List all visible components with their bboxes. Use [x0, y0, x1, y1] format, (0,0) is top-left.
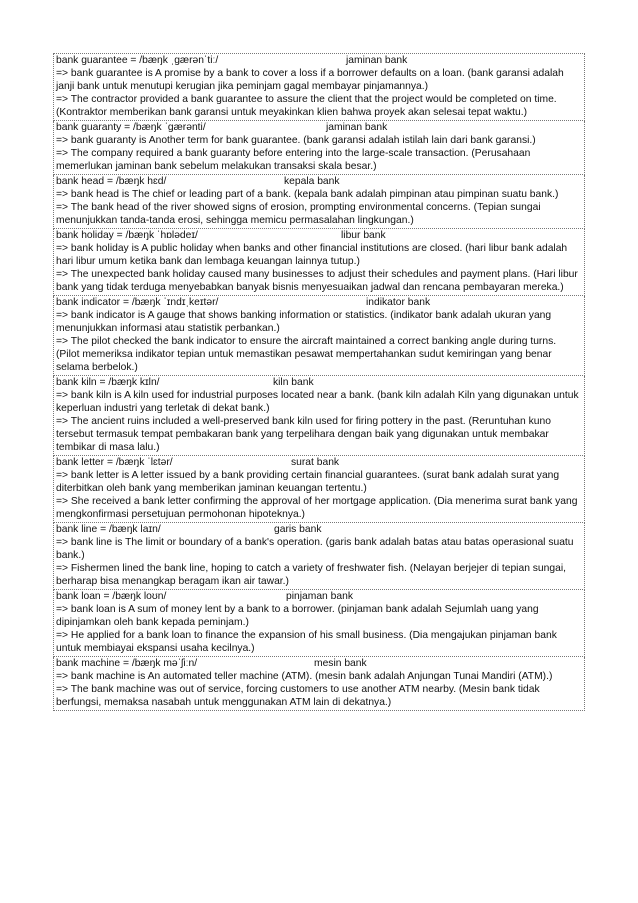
translation: jaminan bank: [346, 55, 408, 66]
definition-text: => bank line is The limit or boundary of a bank's operation. (garis bank adalah batas atau batas operasional suatu bank.): [56, 537, 574, 561]
entry-header: [56, 456, 582, 469]
example-sentence: => The unexpected bank holiday caused many businesses to adjust their schedules and payment plans. (Hari libur bank yang tidak terduga menyebabkan banyak bisnis menyesuaikan jadwal dan rencana pembayaran mereka.): [56, 269, 578, 293]
definition-text: => bank machine is An automated teller machine (ATM). (mesin bank adalah Anjungan Tunai Mandiri (ATM).): [56, 671, 553, 682]
example-sentence: => The ancient ruins included a well-preserved bank kiln used for firing pottery in the past. (Reruntuhan kuno tersebut termasuk tempat pembakaran bank yang terpelihara dengan baik yang digunakan untuk membakar tembikar di masa lalu.): [56, 416, 551, 453]
definition-text: => bank letter is A letter issued by a bank providing certain financial guarantees. (surat bank adalah surat yang diterbitkan oleh bank yang memberikan jaminan keuangan tertentu.): [56, 470, 560, 494]
vocab-entry: [53, 296, 585, 376]
vocab-entry: [53, 657, 585, 711]
example-sentence: => The bank machine was out of service, forcing customers to use another ATM nearby. (Mesin bank tidak berfungsi, memaksa nasabah untuk menggunakan ATM lain di dekatnya.): [56, 684, 540, 708]
headword-pronunciation: bank kiln = /bæŋk kɪln/: [56, 377, 160, 388]
entry-header: [56, 376, 582, 389]
entry-header: [56, 523, 582, 536]
translation: libur bank: [341, 230, 386, 241]
translation: mesin bank: [314, 658, 367, 669]
translation: pinjaman bank: [286, 591, 353, 602]
headword-pronunciation: bank head = /bæŋk hɛd/: [56, 176, 167, 187]
vocab-entry: [53, 229, 585, 296]
vocab-entry: [53, 456, 585, 523]
translation: kepala bank: [284, 176, 340, 187]
example-sentence: => The company required a bank guaranty before entering into the large-scale transaction. (Perusahaan memerlukan jaminan bank sebelum melakukan transaksi skala besar.): [56, 148, 531, 172]
vocab-entry: [53, 376, 585, 456]
example-sentence: => The bank head of the river showed signs of erosion, prompting environmental concerns. (Tepian sungai menunjukkan tanda-tanda erosi, sehingga memicu permasalahan lingkungan.): [56, 202, 541, 226]
definition-text: => bank kiln is A kiln used for industrial purposes located near a bank. (bank kiln adalah Kiln yang digunakan untuk keperluan industri yang terletak di dekat bank.): [56, 390, 579, 414]
entry-header: [56, 229, 582, 242]
vocab-entry: [53, 590, 585, 657]
entry-header: [56, 54, 582, 67]
headword-pronunciation: bank indicator = /bæŋk ˈɪndɪˌkeɪtər/: [56, 297, 219, 308]
example-sentence: => He applied for a bank loan to finance the expansion of his small business. (Dia mengajukan pinjaman bank untuk membiayai ekspansi usaha kecilnya.): [56, 630, 557, 654]
headword-pronunciation: bank machine = /bæŋk məˈʃiːn/: [56, 658, 198, 669]
definition-text: => bank holiday is A public holiday when banks and other financial institutions are closed. (hari libur bank adalah hari libur umum ketika bank dan lembaga keuangan lainnya tutup.): [56, 243, 568, 267]
translation: jaminan bank: [326, 122, 388, 133]
definition-text: => bank indicator is A gauge that shows banking information or statistics. (indikator bank adalah ukuran yang menunjukkan informasi atau statistik perbankan.): [56, 310, 552, 334]
definition-text: => bank guarantee is A promise by a bank to cover a loss if a borrower defaults on a loan. (bank garansi adalah janji bank untuk menutupi kerugian jika peminjam gagal membayar pinjamannya.): [56, 68, 564, 92]
translation: kiln bank: [273, 377, 314, 388]
vocab-entry: [53, 175, 585, 229]
entry-header: [56, 657, 582, 670]
translation: surat bank: [291, 457, 340, 468]
headword-pronunciation: bank holiday = /bæŋk ˈhɒlədeɪ/: [56, 230, 198, 241]
definition-text: => bank head is The chief or leading part of a bank. (kepala bank adalah pimpinan atau pimpinan suatu bank.): [56, 189, 559, 200]
example-sentence: => She received a bank letter confirming the approval of her mortgage application. (Dia menerima surat bank yang mengkonfirmasi persetujuan permohonan hipoteknya.): [56, 496, 578, 520]
entry-header: [56, 590, 582, 603]
vocab-entry: [53, 523, 585, 590]
example-sentence: => The contractor provided a bank guarantee to assure the client that the project would be completed on time. (Kontraktor memberikan bank garansi untuk meyakinkan klien bahwa proyek akan selesai tepat waktu.): [56, 94, 557, 118]
example-sentence: => Fishermen lined the bank line, hoping to catch a variety of freshwater fish. (Nelayan berjejer di tepian sungai, berharap bisa menangkap beragam ikan air tawar.): [56, 563, 566, 587]
headword-pronunciation: bank loan = /bæŋk loʊn/: [56, 591, 167, 602]
headword-pronunciation: bank guarantee = /bæŋk ˌgærənˈtiː/: [56, 55, 219, 66]
example-sentence: => The pilot checked the bank indicator to ensure the aircraft maintained a correct banking angle during turns. (Pilot memeriksa indikator tepian untuk memastikan pesawat mempertahankan sudut kemiringan yang benar selama berbelok.): [56, 336, 557, 373]
entry-header: [56, 175, 582, 188]
translation: garis bank: [274, 524, 322, 535]
headword-pronunciation: bank letter = /bæŋk ˈlɛtər/: [56, 457, 173, 468]
entry-header: [56, 296, 582, 309]
vocab-entry: [53, 121, 585, 175]
vocab-entry: [53, 54, 585, 121]
vocabulary-list: [53, 53, 585, 711]
definition-text: => bank loan is A sum of money lent by a bank to a borrower. (pinjaman bank adalah Sejumlah uang yang dipinjamkan oleh bank kepada peminjam.): [56, 604, 539, 628]
headword-pronunciation: bank guaranty = /bæŋk ˈɡærənti/: [56, 122, 206, 133]
entry-header: [56, 121, 582, 134]
headword-pronunciation: bank line = /bæŋk laɪn/: [56, 524, 161, 535]
definition-text: => bank guaranty is Another term for bank guarantee. (bank garansi adalah istilah lain dari bank garansi.): [56, 135, 536, 146]
translation: indikator bank: [366, 297, 431, 308]
